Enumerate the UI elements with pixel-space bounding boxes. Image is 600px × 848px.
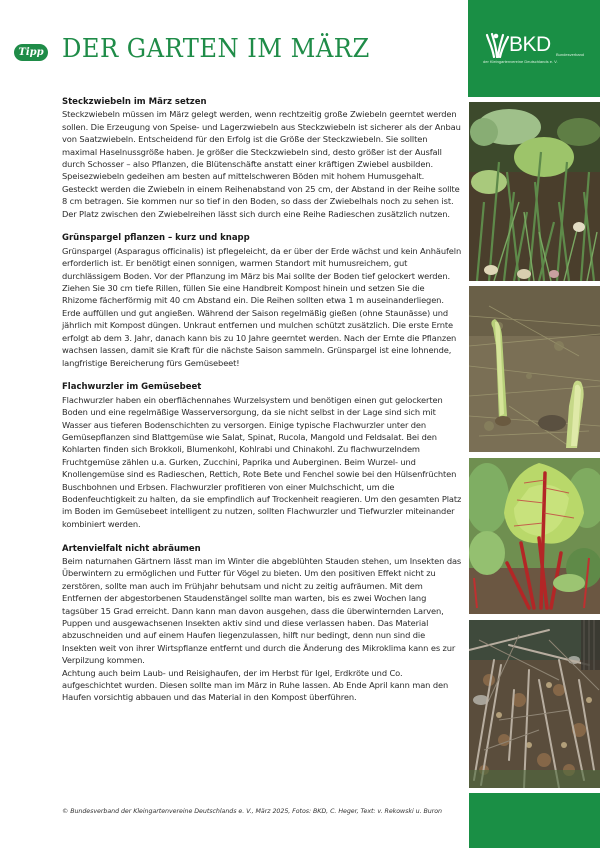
section-heading: Steckzwiebeln im März setzen <box>62 97 207 107</box>
logo-panel <box>469 0 600 97</box>
section-steckzwiebeln <box>62 96 462 220</box>
green-asparagus-photo <box>469 286 600 452</box>
photo-column <box>469 0 600 848</box>
section-heading: Flachwurzler im Gemüsebeet <box>62 382 202 393</box>
page-title: DER GARTEN IM MÄRZ <box>62 34 370 64</box>
tipp-badge: Tipp <box>14 44 48 61</box>
red-chard-photo <box>469 458 600 614</box>
section-artenvielfalt <box>62 543 462 704</box>
brush-pile-photo <box>469 620 600 788</box>
bkd-logo <box>483 32 595 72</box>
section-text: Flachwurzler haben ein oberflächennahes Wurzelsystem und benötigen einen gut gelockerten Boden und eine regelmäßige Wasserversorgung, da sie nicht selbst in der Lage sind sich mit Wasser aus tieferen Bodenschichten zu versorgen. Einige typische Flachwurzler unter den Gemüsepflanzen sind Blattgemüse wie Salat, Spinat, Rucola, Mangold und Feldsalat. Bei den Kohlarten finden sich Brokkoli, Blumenkohl, Kohlrabi und Chinakohl. Zu flachwurzelndem Fruchtgemüse zählen u.a. Gurken, Zucchini, Paprika und Auberginen. Beim Wurzel- und Knollengemüse sind es Radieschen, Rettich, Rote Bete und Fenchel sowie bei den Hülsenfrüchten Buschbohnen und Erbsen. Flachwurzler profitieren von einer Mulchschicht, um die Bodenfeuchtigkeit zu halten, da sie empfindlich auf Trockenheit reagieren. Um den gesamten Platz im Boden im Gemüsebeet intelligent zu nutzen, sollten Flachwurzler und Tiefwurzler miteinander kombiniert werden. <box>62 394 462 529</box>
section-gruenspargel <box>62 232 462 368</box>
bottom-color-block <box>469 793 600 848</box>
bkd-plant-icon <box>483 32 509 58</box>
page-header <box>0 0 469 95</box>
article-body <box>62 96 462 716</box>
logo-subtitle-2: der Kleingartenvereine Deutschlands e. V. <box>483 59 558 64</box>
section-text: Steckzwiebeln müssen im März gelegt werden, wenn rechtzeitig große Zwiebeln geerntet werden sollen. Die Erzeugung von Speise- und Lagerzwiebeln aus Steckzwiebeln ist sicherer als der Anbau von Saatzwiebeln. Entscheidend für den Erfolg ist die Größe der Steckzwiebeln. Sie sollten maximal Haselnussgröße haben. Je größer die Steckzwiebeln sind, desto größer ist der Ausfall durch Schosser – also Pflanzen, die Blütenschäfte anstatt einer kräftigen Zwiebel ausbilden. Speisezwiebeln gedeihen am besten auf mittelschweren Böden mit hohem Humusgehalt. Gesteckt werden die Zwiebeln in einem Reihenabstand von 25 cm, der Abstand in der Reihe sollte 8 cm betragen. Sie kommen nur so tief in den Boden, so dass der Zwiebelhals noch zu sehen ist. Der Platz zwischen den Zwiebelreihen lässt sich durch eine Reihe Radieschen zusätzlich nutzen. <box>62 109 461 219</box>
section-heading: Artenvielfalt nicht abräumen <box>62 543 201 554</box>
section-flachwurzler <box>62 381 462 530</box>
logo-wordmark: BKD <box>509 33 551 56</box>
section-text: Grünspargel (Asparagus officinalis) ist pflegeleicht, da er über der Erde wächst und kein Anhäufeln erforderlich ist. Er benötigt einen sonnigen, warmen Standort mit humusreichem, gut durchlässigem Boden. Vor der Pflanzung im März bis Mai sollte der Boden tief gelockert werden. Ziehen Sie 30 cm tiefe Rillen, füllen Sie eine Handbreit Kompost hinein und setzen Sie die Rhizome fächerförmig mit 40 cm Abstand ein. Die Reihen sollten etwa 1 m auseinanderliegen. Erde auffüllen und gut angießen. Während der Saison regelmäßig gießen (ohne Staunässe) und jährlich mit Kompost düngen. Unkraut entfernen und mulchen schützt zusätzlich. Die erste Ernte erfolgt ab dem 3. Jahr, danach kann bis zu 10 Jahre geerntet werden. Nach der Ernte die Pflanzen wachsen lassen, damit sie Kraft für die nächste Saison sammeln. Grünspargel ist eine lohnende, langfristige Bereicherung fürs Gemüsebeet! <box>62 245 462 368</box>
onion-plants-photo <box>469 102 600 281</box>
footer-credits: © Bundesverband der Kleingartenvereine Deutschlands e. V., März 2025, Fotos: BKD, C. Heger, Text: v. Rekowski u. Buron <box>62 808 442 815</box>
logo-subtitle: Bundesverband <box>556 52 585 57</box>
section-text: Beim naturnahen Gärtnern lässt man im Winter die abgeblühten Stauden stehen, um Insekten das Überwintern zu ermöglichen und Futter für Vögel zu bieten. Um den positiven Effekt nicht zu zerstören, sollte man auch im Frühjahr behutsam und nicht zu zeitig aufräumen. Mit dem Entfernen der abgestorbenen Staudenstängel sollte man warten, bis es zwei Wochen lang tagsüber 15 Grad erreicht. Dann kann man davon ausgehen, dass die überwinternden Larven, Puppen und ausgewachsenen Insekten aktiv sind und diese verlassen haben. Das Material abzuschneiden und auf einem Haufen liegenzulassen, hilft nur bedingt, denn nun sind die Insekten weit von ihrer Wirtspflanze entfernt und durch die Änderung des Mikroklima kann es zur Verpilzung kommen. Achtung auch beim Laub- und Reisighaufen, der im Herbst für Igel, Erdkröte und Co. aufgeschichtet wurden. Diesen sollte man im März in Ruhe lassen. Ab Ende April kann man den Haufen vorsichtig abbauen und das Material in den Kompost überführen. <box>62 555 462 703</box>
section-heading: Grünspargel pflanzen – kurz und knapp <box>62 233 250 244</box>
